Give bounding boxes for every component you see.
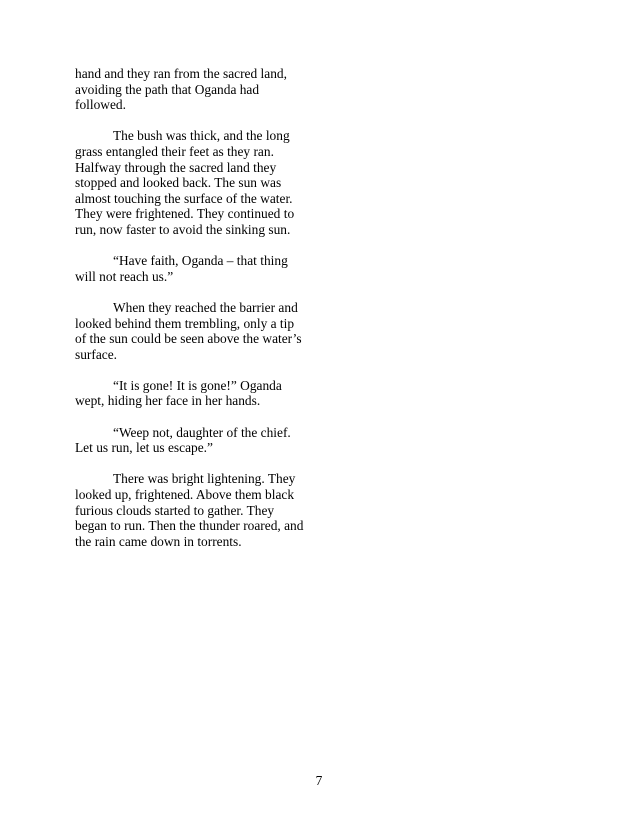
page-number: 7 bbox=[315, 773, 323, 788]
paragraph-7: There was bright lightening. They looked up, frightened. Above them black furious clouds started to gather. They began to run. Then the thunder roared, and the rain came down in torrents. bbox=[75, 471, 304, 549]
paragraph-5: “It is gone! It is gone!” Oganda wept, hiding her face in her hands. bbox=[75, 377, 282, 409]
paragraph-3: “Have faith, Oganda – that thing will not reach us.” bbox=[75, 253, 288, 284]
paragraph-2: The bush was thick, and the long grass entangled their feet as they ran. Halfway through the sacred land they stopped and looked back. The sun was almost touching the surface of the water. They were frightened. They continued to run, now faster to avoid the sinking sun. bbox=[75, 128, 295, 237]
text-column bbox=[75, 66, 307, 565]
paragraph-1: hand and they ran from the sacred land, avoiding the path that Oganda had followed. bbox=[75, 66, 287, 113]
paragraph-6: “Weep not, daughter of the chief. Let us run, let us escape.” bbox=[75, 424, 291, 456]
paragraph-4: When they reached the barrier and looked behind them trembling, only a tip of the sun could be seen above the water’s surface. bbox=[75, 299, 302, 362]
